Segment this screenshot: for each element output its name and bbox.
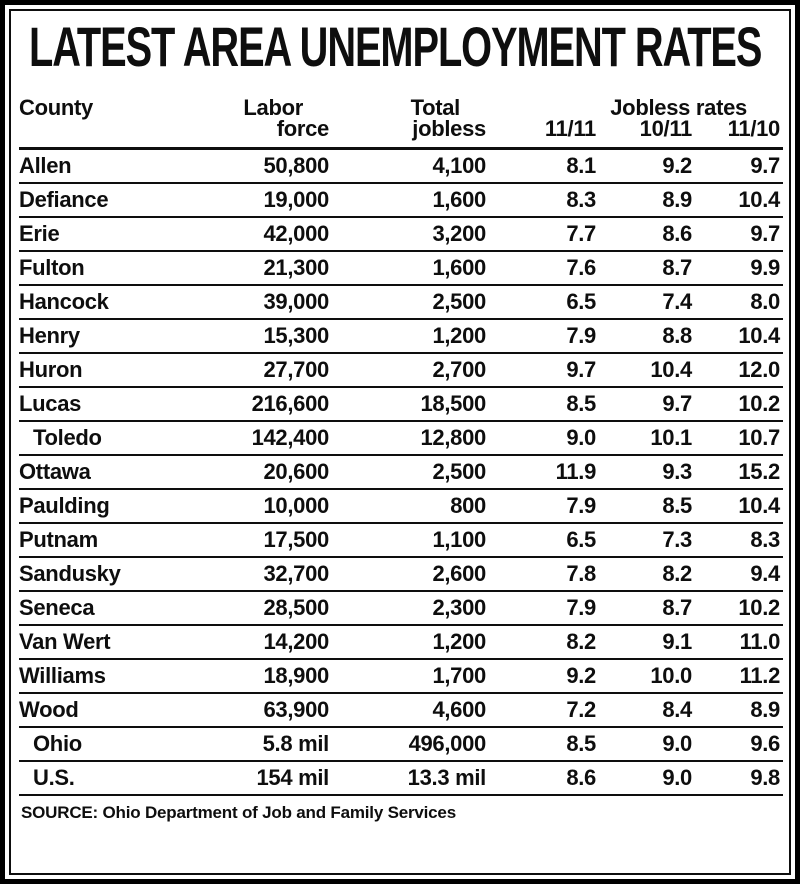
rate-cell-11-11: 11.9 [555, 459, 596, 484]
col-header-labor-force: force [276, 116, 329, 141]
county-cell: Paulding [19, 493, 110, 518]
rate-cell-10-11: 8.5 [662, 493, 692, 518]
rate-cell-11-11: 9.7 [566, 357, 596, 382]
rate-cell-11-11: 8.5 [566, 731, 596, 756]
table-header [19, 97, 783, 150]
table-row [19, 524, 783, 558]
county-cell: Ohio [33, 731, 82, 756]
rate-cell-11-10: 9.7 [750, 153, 780, 178]
rate-cell-11-10: 11.0 [739, 629, 780, 654]
rate-cell-10-11: 7.4 [662, 289, 692, 314]
table-row [19, 252, 783, 286]
table-row [19, 456, 783, 490]
rate-cell-10-11: 10.4 [650, 357, 692, 382]
total-jobless-cell: 4,100 [432, 153, 486, 178]
labor-force-cell: 32,700 [263, 561, 329, 586]
rate-cell-11-10: 8.3 [750, 527, 780, 552]
rate-cell-11-10: 9.8 [750, 765, 780, 790]
rate-cell-11-11: 7.9 [566, 493, 596, 518]
table-row [19, 354, 783, 388]
rate-cell-11-11: 7.7 [566, 221, 596, 246]
county-cell: Erie [19, 221, 60, 246]
rate-cell-11-11: 8.6 [566, 765, 596, 790]
total-jobless-cell: 800 [450, 493, 486, 518]
rate-cell-11-10: 11.2 [739, 663, 780, 688]
rate-cell-11-10: 15.2 [738, 459, 780, 484]
county-cell: Seneca [19, 595, 95, 620]
col-header-labor: Labor [243, 95, 303, 120]
rate-cell-10-11: 8.6 [662, 221, 692, 246]
total-jobless-cell: 1,600 [432, 255, 486, 280]
rate-cell-10-11: 9.7 [662, 391, 692, 416]
table-row [19, 184, 783, 218]
county-cell: Toledo [33, 425, 102, 450]
total-jobless-cell: 12,800 [420, 425, 486, 450]
rate-cell-11-10: 10.4 [738, 187, 780, 212]
rate-cell-11-11: 7.6 [566, 255, 596, 280]
rate-cell-11-10: 9.7 [750, 221, 780, 246]
rate-cell-11-10: 8.0 [750, 289, 780, 314]
labor-force-cell: 50,800 [263, 153, 329, 178]
rate-cell-10-11: 9.2 [662, 153, 692, 178]
labor-force-cell: 142,400 [251, 425, 329, 450]
county-cell: Henry [19, 323, 80, 348]
rate-cell-11-11: 6.5 [566, 289, 596, 314]
rate-cell-11-11: 9.2 [566, 663, 596, 688]
labor-force-cell: 5.8 mil [262, 731, 329, 756]
table-inner [9, 9, 791, 875]
county-cell: Williams [19, 663, 106, 688]
rate-cell-10-11: 8.7 [662, 255, 692, 280]
table-row [19, 320, 783, 354]
county-cell: Ottawa [19, 459, 91, 484]
labor-force-cell: 39,000 [263, 289, 329, 314]
table-row [19, 388, 783, 422]
col-header-spacer [19, 118, 189, 139]
rate-cell-11-11: 8.5 [566, 391, 596, 416]
labor-force-cell: 20,600 [263, 459, 329, 484]
labor-force-cell: 216,600 [251, 391, 329, 416]
rate-cell-10-11: 10.0 [650, 663, 692, 688]
labor-force-cell: 28,500 [263, 595, 329, 620]
county-cell: Putnam [19, 527, 98, 552]
county-cell: U.S. [33, 765, 75, 790]
county-cell: Huron [19, 357, 83, 382]
rate-cell-10-11: 9.3 [662, 459, 692, 484]
total-jobless-cell: 3,200 [432, 221, 486, 246]
rate-cell-11-10: 9.6 [750, 731, 780, 756]
table-row [19, 762, 783, 796]
labor-force-cell: 14,200 [263, 629, 329, 654]
total-jobless-cell: 2,700 [432, 357, 486, 382]
source-text: Ohio Department of Job and Family Services [102, 803, 456, 822]
table-row [19, 422, 783, 456]
table-row [19, 490, 783, 524]
county-cell: Van Wert [19, 629, 111, 654]
total-jobless-cell: 1,200 [432, 629, 486, 654]
rate-cell-11-10: 9.4 [750, 561, 780, 586]
rate-cell-10-11: 7.3 [662, 527, 692, 552]
col-header-total: Total [410, 95, 460, 120]
table-row [19, 626, 783, 660]
total-jobless-cell: 1,700 [432, 663, 486, 688]
rate-cell-11-11: 7.8 [566, 561, 596, 586]
table-row [19, 694, 783, 728]
header-row-2 [19, 118, 783, 139]
labor-force-cell: 42,000 [263, 221, 329, 246]
rate-cell-11-11: 8.1 [566, 153, 596, 178]
county-cell: Allen [19, 153, 72, 178]
county-cell: Fulton [19, 255, 85, 280]
rate-cell-10-11: 9.0 [662, 731, 692, 756]
total-jobless-cell: 2,500 [432, 289, 486, 314]
table-row [19, 592, 783, 626]
labor-force-cell: 18,900 [263, 663, 329, 688]
rate-cell-11-10: 10.2 [738, 391, 780, 416]
source-note [19, 796, 783, 823]
rate-cell-11-10: 12.0 [738, 357, 780, 382]
total-jobless-cell: 2,500 [432, 459, 486, 484]
total-jobless-cell: 18,500 [420, 391, 486, 416]
total-jobless-cell: 496,000 [408, 731, 486, 756]
rate-cell-10-11: 8.7 [662, 595, 692, 620]
labor-force-cell: 154 mil [256, 765, 329, 790]
table-row [19, 660, 783, 694]
rate-cell-11-11: 9.0 [566, 425, 596, 450]
county-cell: Hancock [19, 289, 109, 314]
labor-force-cell: 10,000 [263, 493, 329, 518]
rate-cell-11-11: 7.9 [566, 595, 596, 620]
rate-cell-11-11: 8.2 [566, 629, 596, 654]
labor-force-cell: 15,300 [263, 323, 329, 348]
total-jobless-cell: 1,600 [432, 187, 486, 212]
total-jobless-cell: 1,100 [432, 527, 486, 552]
rate-cell-11-10: 10.7 [738, 425, 780, 450]
col-header-period-11-10: 11/10 [727, 116, 780, 141]
col-header-county: County [19, 95, 93, 120]
rate-cell-10-11: 10.1 [650, 425, 692, 450]
labor-force-cell: 17,500 [263, 527, 329, 552]
county-cell: Lucas [19, 391, 82, 416]
total-jobless-cell: 1,200 [432, 323, 486, 348]
labor-force-cell: 63,900 [263, 697, 329, 722]
county-cell: Defiance [19, 187, 109, 212]
rate-cell-10-11: 8.4 [662, 697, 692, 722]
total-jobless-cell: 13.3 mil [407, 765, 486, 790]
rate-cell-11-10: 10.4 [738, 493, 780, 518]
col-header-period-10-11: 10/11 [639, 116, 692, 141]
rate-cell-10-11: 8.8 [662, 323, 692, 348]
rate-cell-10-11: 8.9 [662, 187, 692, 212]
total-jobless-cell: 4,600 [432, 697, 486, 722]
table-row [19, 728, 783, 762]
total-jobless-cell: 2,300 [432, 595, 486, 620]
page-title: LATEST AREA UNEMPLOYMENT RATES [29, 15, 762, 78]
total-jobless-cell: 2,600 [432, 561, 486, 586]
col-header-total-jobless: jobless [412, 116, 486, 141]
rate-cell-11-10: 9.9 [750, 255, 780, 280]
rate-cell-11-10: 8.9 [750, 697, 780, 722]
rate-cell-11-10: 10.2 [738, 595, 780, 620]
rate-cell-11-11: 7.2 [566, 697, 596, 722]
source-label: SOURCE: [21, 803, 98, 822]
rate-cell-10-11: 8.2 [662, 561, 692, 586]
rate-cell-11-11: 6.5 [566, 527, 596, 552]
county-cell: Wood [19, 697, 79, 722]
rate-cell-11-11: 8.3 [566, 187, 596, 212]
rate-cell-10-11: 9.1 [662, 629, 692, 654]
col-header-period-11-11: 11/11 [544, 116, 596, 141]
county-cell: Sandusky [19, 561, 121, 586]
labor-force-cell: 21,300 [263, 255, 329, 280]
table-row [19, 286, 783, 320]
rate-cell-11-10: 10.4 [738, 323, 780, 348]
header-row-1 [19, 97, 783, 118]
table-row [19, 558, 783, 592]
table-row [19, 150, 783, 184]
table-row [19, 218, 783, 252]
rate-cell-11-11: 7.9 [566, 323, 596, 348]
labor-force-cell: 27,700 [263, 357, 329, 382]
table-body [19, 150, 783, 796]
labor-force-cell: 19,000 [263, 187, 329, 212]
rate-cell-10-11: 9.0 [662, 765, 692, 790]
col-header-jobless-rates: Jobless rates [610, 95, 747, 120]
